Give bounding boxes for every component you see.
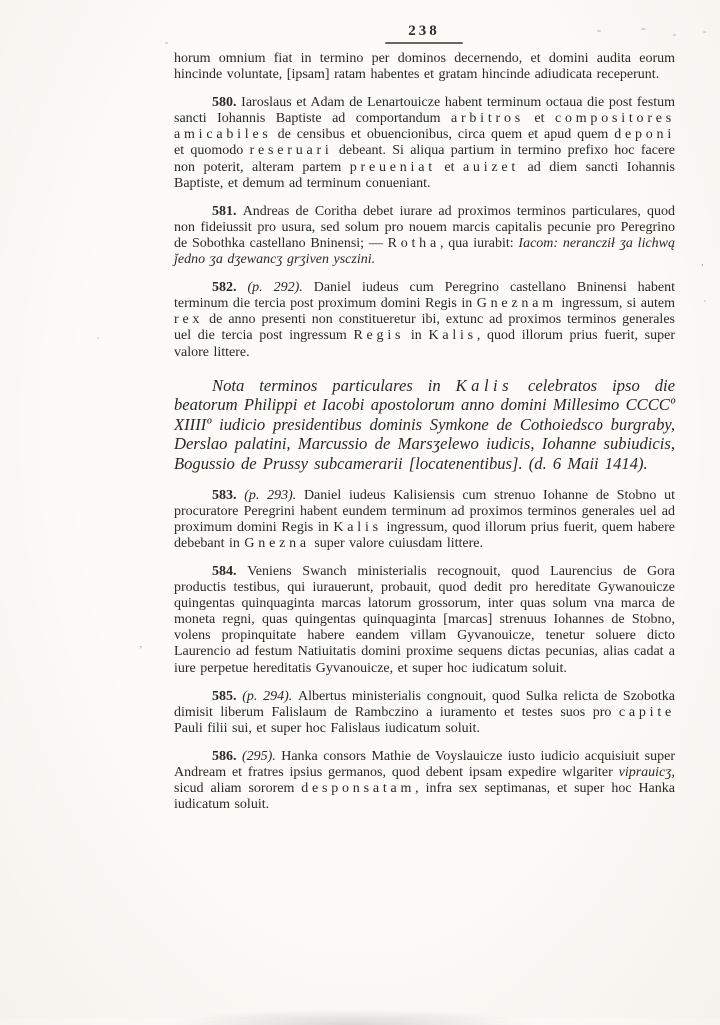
text-segment: Gneznam [476,296,557,312]
text-segment: celebratos ipso die beatorum Philippi et Iacobi apostolorum anno domini Millesimo CCCCº XIIIIº iudicio presidentibus dominis Symkone de Cothoiedsco burgraby, Derslao palatini, Marcussio de Marsʒelewo iudicis, Iohanne subiudicis, Bogussio de Prussy subcamerarii [locatenentibus]. (d. 6 Maii 1414). [174,375,675,473]
text-segment: Gnezna [244,535,310,551]
text-segment: et [523,111,555,127]
text-segment: de censibus et obuencionibus, circa quem et apud quem [271,127,615,143]
text-segment: Iacom: nerancził ʒa lichwą ǰedno ʒa dʒewancʒ grʒiven ysczini. [174,235,676,268]
text-segment: Veniens Swanch ministerialis recognouit, quod Laurencius de Gora productis testibus, qui iurauerunt, probauit, quod dedit pro hereditate Gywanouicze quingentas quinquaginta marcas latorum grossorum, inter quas solum vna marca de moneta regni, quas quingentas quinquaginta [marcas] strenuus Iohannes de Stobno, volens propinquitate habere eandem villam Gyvanouicze, tenetur soluere dicto Laurencio ad festum Natiuitatis domini proxime sequens dictas pecunias, alias cadat a iure perpetue hereditatis Gyvanouicze, et super hoc iudicatum soluit. [174,563,675,676]
text-segment: Pauli filii sui, et super hoc Falislaus iudicatum soluit. [174,720,480,736]
text-segment: Regis [353,328,405,344]
text-segment: Daniel iudeus Kalisiensis cum strenuo Iohanne de Stobno ut procuratore Peregrini habent eundem terminum ad proximos terminos generales uel ad proximum domini Regis in [174,487,676,535]
paragraph-583 [174,488,675,552]
text-segment: arbitros [450,111,524,127]
text-segment: reseruari [249,143,333,159]
text-segment: Kalis [333,519,382,535]
text-segment: , infra sex septimanas, et super hoc Hanka iudicatum soluit. [174,781,675,813]
paragraph-nota-1414 [174,376,675,474]
text-segment: Andreas de Coritha debet iurare ad proximos terminos particulares, quod non fideiussit pro usura, sed solum pro nouem marcis capitalis pecunie pro Peregrino de Sobothka castellano Bninensi; — [174,203,675,251]
text-segment: debeant. Si aliqua partium in termino prefixo hoc facere non poterit, alteram partem [174,143,675,175]
text-segment: Nota terminos particulares in [212,375,456,395]
text-segment: 583. [212,487,245,503]
text-segment: 586. [212,748,242,764]
scan-bottom-shadow [160,1009,540,1025]
scan-speck [703,31,706,33]
scan-stray-mark: , [701,256,704,268]
text-segment: in [404,328,429,344]
text-segment: Kalis [455,375,514,395]
text-segment: Albertus ministerialis congnouit, quod Sulka relicta de Szobotka dimisit liberum Falislaum de Rambczino a iuramento et testes suos pro [174,688,676,720]
page-header [174,22,674,44]
text-segment: , qua iurabit: [439,235,519,251]
text-segment: de anno presenti non constitueretur ibi, extunc ad proximos terminos generales uel die tercia post ingressum [174,312,675,344]
text-segment: desponsatam [301,781,416,797]
text-segment: horum omnium fiat in termino per dominos decernendo, et domini audita eorum hincinde voluntate, [ipsam] ratam habentes et gratam hincinde adiudicata receperunt. [174,51,675,83]
text-segment: et quomodo [174,143,250,159]
text-segment: 584. [212,563,248,579]
paragraph-581 [174,204,675,268]
text-segment: auizet [462,159,520,175]
text-segment: compositores amicabiles [174,111,675,143]
text-segment: deponi [614,127,675,143]
text-segment: ingressum, si autem [556,296,675,312]
text-segment: super valore cuiusdam littere. [309,535,483,551]
paragraph-585 [174,689,675,737]
scan-speck [704,300,706,302]
page-body [174,51,675,825]
text-segment: rex [174,312,204,328]
text-segment: Kalis [428,328,477,344]
text-segment: Daniel iudeus cum Peregrino castellano Bninensi habent terminum die tercia post proximum domini Regis in [174,280,675,312]
text-segment: preueniat [349,159,436,175]
paragraph-584 [174,564,675,677]
text-segment: (p. 292). [247,280,314,296]
text-segment: 581. [212,203,243,219]
text-segment: (295). [241,748,282,764]
text-segment: (p. 293). [244,487,304,503]
text-segment: 582. [212,280,248,296]
scan-speck [165,42,168,44]
paragraph-580 [174,95,675,192]
text-segment: Hanka consors Mathie de Voyslauicze iusto iudicio acquisiuit super Andream et fratres ipsius germanos, quod debent ipsam expedire wlgariter [174,748,676,780]
scan-speck [97,337,99,339]
page-number-underline [385,42,463,44]
text-segment: Rotha [387,235,440,251]
text-segment: et [435,159,463,175]
text-segment: viprauicʒ [618,764,672,780]
text-segment: (p. 294). [242,688,298,704]
text-segment: 580. [212,95,242,111]
paragraph-intro [174,51,675,83]
text-segment: ad diem sancti Iohannis Baptiste, et demum ad terminum conueniant. [174,159,676,191]
text-segment: capite [618,704,675,720]
paragraph-586 [174,749,675,813]
text-segment: 585. [212,688,243,704]
text-segment: Iaroslaus et Adam de Lenartouicze habent terminum octaua die post festum sancti Iohannis Baptiste ad comportandum [174,95,676,127]
paragraph-582 [174,280,675,360]
page-number: 238 [408,23,440,39]
text-segment: , quod illorum prius fuerit, super valore littere. [174,328,676,360]
scan-stray-mark: ’ [139,644,143,656]
text-segment: ingressum, quod illorum prius fuerit, quem habere debebant in [174,519,675,551]
text-segment: , sicud aliam sororem [174,764,675,797]
